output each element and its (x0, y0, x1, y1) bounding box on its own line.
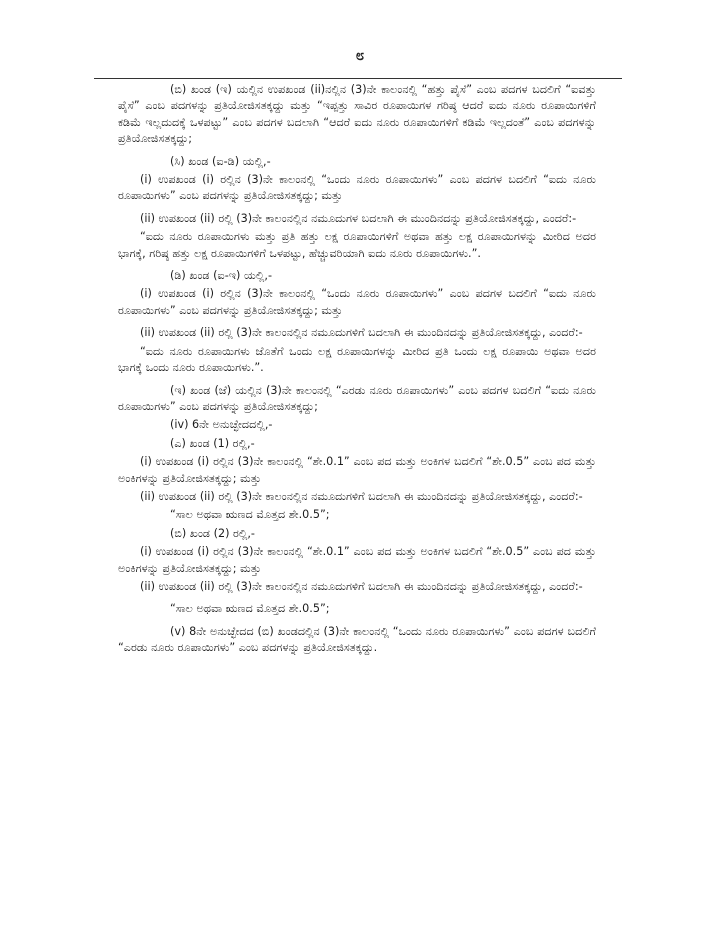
article-6-clause-a-heading: (ಎ) ಖಂಡ (1) ರಲ್ಲಿ,- (170, 436, 255, 450)
article-6-a-sub-i: (i) ಉಪಖಂಡ (i) ರಲ್ಲಿನ (3)ನೇ ಕಾಲಂನಲ್ಲಿ “ಶೇ.0.1” ಎಂಬ ಪದ ಮತ್ತು ಅಂಕಿಗಳ ಬದಲಿಗೆ “ಶೇ.0.5” ಎಂಬ ಪದ ಮತ್ತು ಅಂಕಿಗಳನ್ನು ಪ್ರತಿಯೋಜಿಸತಕ್ಕದ್ದು; ಮತ್ತು (118, 455, 596, 485)
clause-d-heading: (ಡಿ) ಖಂಡ (ಐ-ಇ) ಯಲ್ಲಿ,- (170, 269, 272, 283)
clause-b-paragraph: (ಬಿ) ಖಂಡ (ಇ) ಯಲ್ಲಿನ ಉಪಖಂಡ (ii)ನಲ್ಲಿನ (3)ನೇ ಕಾಲಂನಲ್ಲಿ “ಹತ್ತು ಪೈಸೆ” ಎಂಬ ಪದಗಳ ಬದಲಿಗೆ “ಐವತ್ತು ಪೈಸೆ” ಎಂಬ ಪದಗಳನ್ನು ಪ್ರತಿಯೋಜಿಸತಕ್ಕದ್ದು ಮತ್ತು “ಇಪ್ಪತ್ತು ಸಾವಿರ ರೂಪಾಯಿಗಳ ಗರಿಷ್ಠ ಆದರೆ ಐದು ನೂರು ರೂಪಾಯಿಗಳಿಗೆ ಕಡಿಮೆ ಇಲ್ಲದುದಕ್ಕೆ ಒಳಪಟ್ಟು” ಎಂಬ ಪದಗಳ ಬದಲಾಗಿ “ಆದರೆ ಐದು ನೂರು ರೂಪಾಯಿಗಳಿಗೆ ಕಡಿಮೆ ಇಲ್ಲದಂತೆ” ಎಂಬ ಪದಗಳನ್ನು ಪ್ರತಿಯೋಜಿಸತಕ್ಕದ್ದು; (118, 83, 596, 146)
clause-d-sub-ii: (ii) ಉಪಖಂಡ (ii) ರಲ್ಲಿ (3)ನೇ ಕಾಲಂನಲ್ಲಿನ ನಮೂದುಗಳಿಗೆ ಬದಲಾಗಿ ಈ ಮುಂದಿನದನ್ನು ಪ್ರತಿಯೋಜಿಸತಕ್ಕದ್ದು, ಎಂದರೆ:- (140, 326, 583, 340)
page-number: ೮ (355, 46, 365, 64)
document-body (118, 82, 596, 663)
article-6-b-sub-i: (i) ಉಪಖಂಡ (i) ರಲ್ಲಿನ (3)ನೇ ಕಾಲಂನಲ್ಲಿ “ಶೇ.0.1” ಎಂಬ ಪದ ಮತ್ತು ಅಂಕಿಗಳ ಬದಲಿಗೆ “ಶೇ.0.5” ಎಂಬ ಪದ ಮತ್ತು ಅಂಕಿಗಳನ್ನು ಪ್ರತಿಯೋಜಿಸತಕ್ಕದ್ದು; ಮತ್ತು (118, 545, 596, 575)
article-6-heading: (iv) 6ನೇ ಅನುಚ್ಛೇದದಲ್ಲಿ,- (170, 418, 273, 432)
article-6-b-quote: “ಸಾಲ ಅಥವಾ ಋಣದ ಮೊತ್ತದ ಶೇ.0.5”; (170, 602, 330, 616)
clause-c-quote: “ಐದು ನೂರು ರೂಪಾಯಿಗಳು ಮತ್ತು ಪ್ರತಿ ಹತ್ತು ಲಕ್ಷ ರೂಪಾಯಿಗಳಿಗೆ ಅಥವಾ ಹತ್ತು ಲಕ್ಷ ರೂಪಾಯಿಗಳನ್ನು ಮೀರಿದ ಅದರ ಭಾಗಕ್ಕೆ, ಗರಿಷ್ಠ ಹತ್ತು ಲಕ್ಷ ರೂಪಾಯಿಗಳಿಗೆ ಒಳಪಟ್ಟು, ಹೆಚ್ಚುವರಿಯಾಗಿ ಐದು ನೂರು ರೂಪಾಯಿಗಳು.”. (118, 230, 596, 260)
clause-c-sub-i: (i) ಉಪಖಂಡ (i) ರಲ್ಲಿನ (3)ನೇ ಕಾಲಂನಲ್ಲಿ “ಒಂದು ನೂರು ರೂಪಾಯಿಗಳು” ಎಂಬ ಪದಗಳ ಬದಲಿಗೆ “ಐದು ನೂರು ರೂಪಾಯಿಗಳು” ಎಂಬ ಪದಗಳನ್ನು ಪ್ರತಿಯೋಜಿಸತಕ್ಕದ್ದು; ಮತ್ತು (118, 173, 596, 203)
clause-d-quote: “ಐದು ನೂರು ರೂಪಾಯಿಗಳು ಜೊತೆಗೆ ಒಂದು ಲಕ್ಷ ರೂಪಾಯಿಗಳನ್ನು ಮೀರಿದ ಪ್ರತಿ ಒಂದು ಲಕ್ಷ ರೂಪಾಯಿ ಅಥವಾ ಅದರ ಭಾಗಕ್ಕೆ ಒಂದು ನೂರು ರೂಪಾಯಿಗಳು.”. (118, 344, 596, 375)
header-rule (94, 78, 622, 79)
article-6-b-sub-ii: (ii) ಉಪಖಂಡ (ii) ರಲ್ಲಿ (3)ನೇ ಕಾಲಂನಲ್ಲಿನ ನಮೂದುಗಳಿಗೆ ಬದಲಾಗಿ ಈ ಮುಂದಿನದನ್ನು ಪ್ರತಿಯೋಜಿಸತಕ್ಕದ್ದು, ಎಂದರೆ:- (140, 579, 583, 593)
clause-c-sub-ii: (ii) ಉಪಖಂಡ (ii) ರಲ್ಲಿ (3)ನೇ ಕಾಲಂನಲ್ಲಿನ ನಮೂದುಗಳ ಬದಲಾಗಿ ಈ ಮುಂದಿನದನ್ನು ಪ್ರತಿಯೋಜಿಸತಕ್ಕದ್ದು, ಎಂದರೆ:- (140, 211, 577, 225)
article-6-clause-b-heading: (ಬಿ) ಖಂಡ (2) ರಲ್ಲಿ,- (170, 526, 255, 540)
article-8-paragraph: (v) 8ನೇ ಅನುಚ್ಛೇದದ (ಬಿ) ಖಂಡದಲ್ಲಿನ (3)ನೇ ಕಾಲಂನಲ್ಲಿ “ಒಂದು ನೂರು ರೂಪಾಯಿಗಳು” ಎಂಬ ಪದಗಳ ಬದಲಿಗೆ “ಎರಡು ನೂರು ರೂಪಾಯಿಗಳು” ಎಂಬ ಪದಗಳನ್ನು ಪ್ರತಿಯೋಜಿಸತಕ್ಕದ್ದು. (118, 624, 596, 655)
clause-c-heading: (ಸಿ) ಖಂಡ (ಐ-ಡಿ) ಯಲ್ಲಿ,- (170, 154, 271, 168)
clause-e-paragraph: (ಇ) ಖಂಡ (ಜೆ) ಯಲ್ಲಿನ (3)ನೇ ಕಾಲಂನಲ್ಲಿ “ಎರಡು ನೂರು ರೂಪಾಯಿಗಳು” ಎಂಬ ಪದಗಳ ಬದಲಿಗೆ “ಐದು ನೂರು ರೂಪಾಯಿಗಳು” ಎಂಬ ಪದಗಳನ್ನು ಪ್ರತಿಯೋಜಿಸತಕ್ಕದ್ದು; (118, 383, 596, 413)
article-6-a-sub-ii: (ii) ಉಪಖಂಡ (ii) ರಲ್ಲಿ (3)ನೇ ಕಾಲಂನಲ್ಲಿನ ನಮೂದುಗಳಿಗೆ ಬದಲಾಗಿ ಈ ಮುಂದಿನದನ್ನು ಪ್ರತಿಯೋಜಿಸತಕ್ಕದ್ದು, ಎಂದರೆ:- (140, 489, 583, 503)
clause-d-sub-i: (i) ಉಪಖಂಡ (i) ರಲ್ಲಿನ (3)ನೇ ಕಾಲಂನಲ್ಲಿ “ಒಂದು ನೂರು ರೂಪಾಯಿಗಳು” ಎಂಬ ಪದಗಳ ಬದಲಿಗೆ “ಐದು ನೂರು ರೂಪಾಯಿಗಳು” ಎಂಬ ಪದಗಳನ್ನು ಪ್ರತಿಯೋಜಿಸತಕ್ಕದ್ದು; ಮತ್ತು (118, 287, 596, 317)
article-6-a-quote: “ಸಾಲ ಅಥವಾ ಋಣದ ಮೊತ್ತದ ಶೇ.0.5”; (170, 508, 330, 522)
